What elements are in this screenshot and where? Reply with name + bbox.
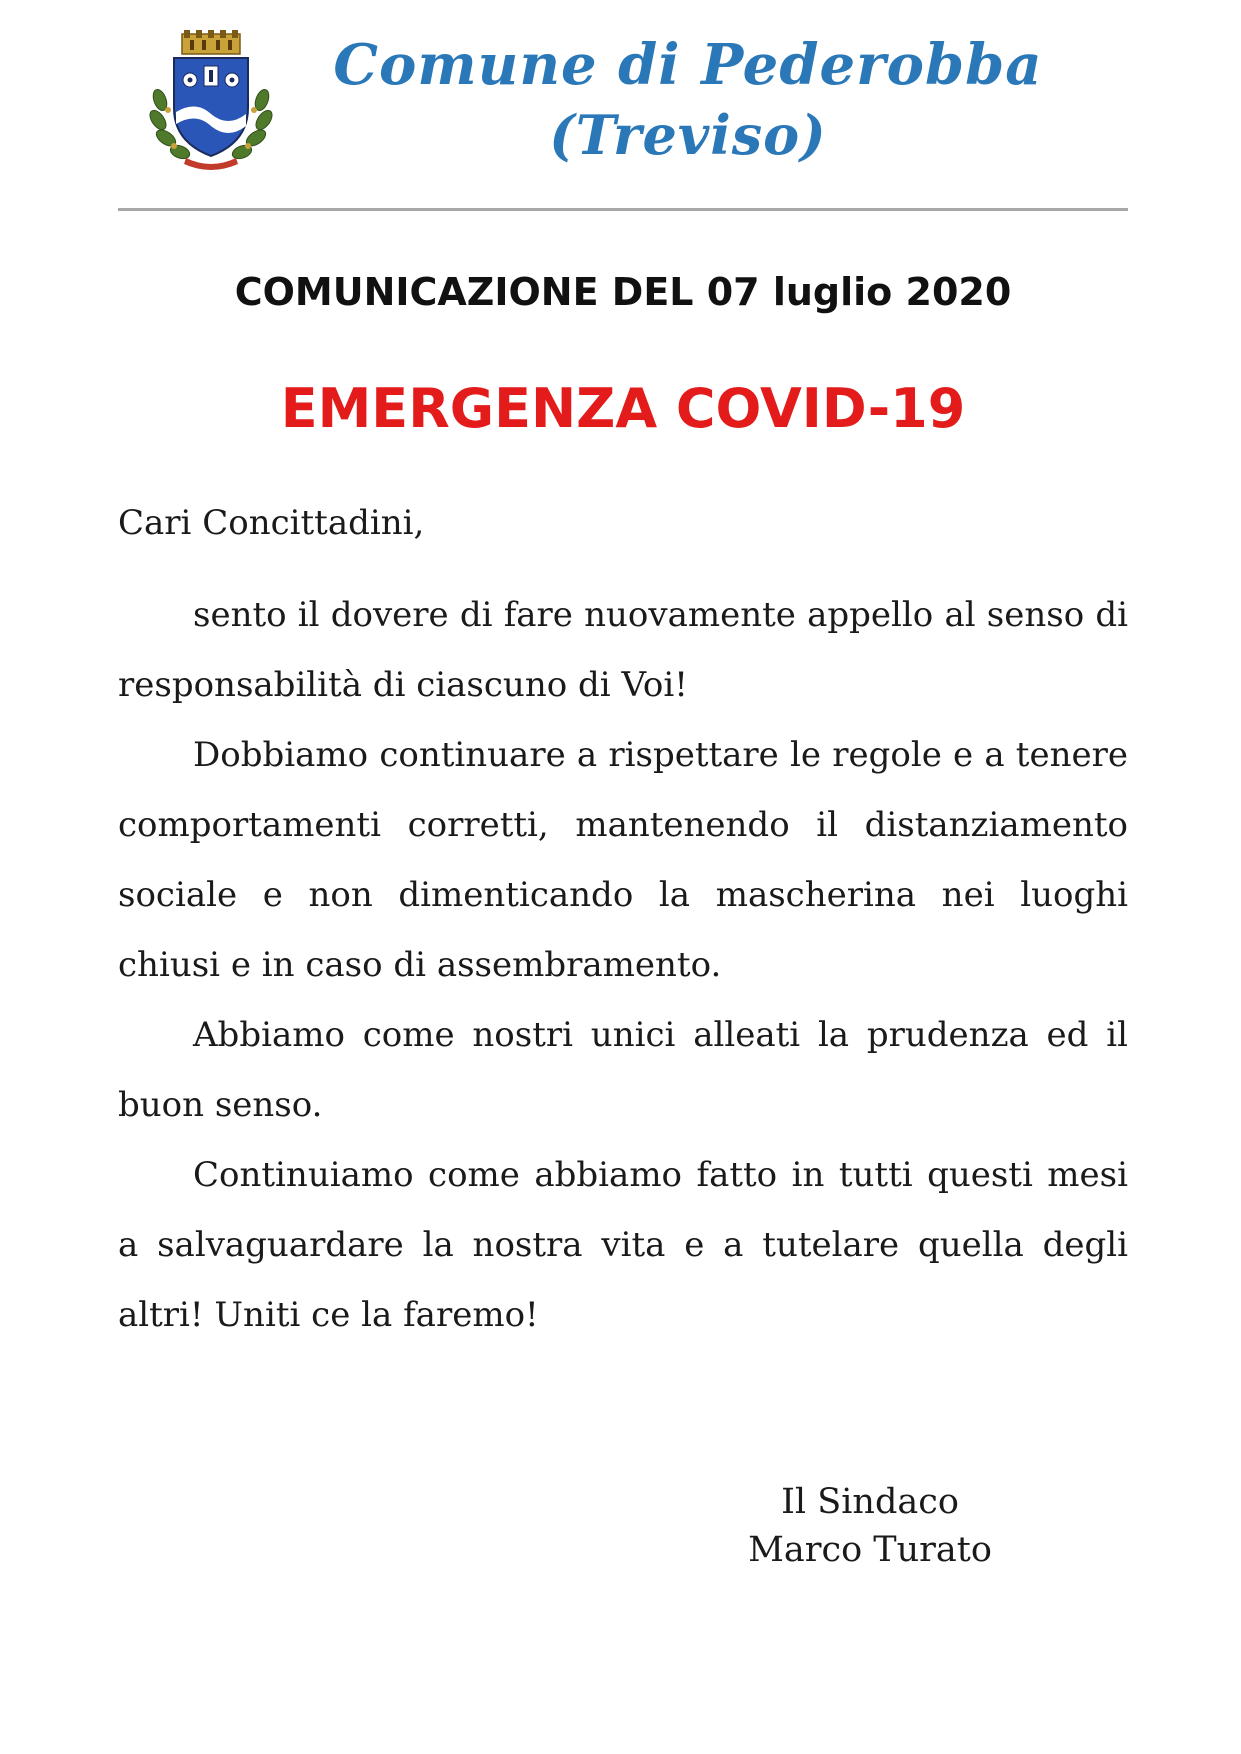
province-name: (Treviso) [549,103,827,167]
letter-paragraph-4: Continuiamo come abbiamo fatto in tutti questi mesi a salvaguardare la nostra vita e a tutelare quella degli altri! Uniti ce la faremo! [118,1155,1128,1335]
letter-paragraph-2: Dobbiamo continuare a rispettare le regole e a tenere comportamenti corretti, mantenendo il distanziamento sociale e non dimenticando la mascherina nei luoghi chiusi e in caso di assembramento. [118,735,1128,985]
letter-salutation: Cari Concittadini, [118,503,425,543]
coat-of-arms-icon [146,30,276,170]
municipality-name: Comune di Pederobba [333,32,1043,98]
letter-body [118,488,1128,1350]
letterhead [118,22,1128,182]
signature-role: Il Sindaco [781,1482,959,1522]
letter-paragraph-3: Abbiamo come nostri unici alleati la prudenza ed il buon senso. [118,1015,1128,1125]
signature-name: Marco Turato [748,1530,992,1570]
signature-block [700,1478,1040,1574]
letter-paragraph-1: sento il dovere di fare nuovamente appello al senso di responsabilità di ciascuno di Voi! [118,595,1128,705]
communication-date-heading: COMUNICAZIONE DEL 07 luglio 2020 [234,270,1012,314]
coat-of-arms-graphic [146,30,276,170]
emergency-title: EMERGENZA COVID-19 [280,377,966,440]
header-divider [118,208,1128,211]
municipality-title [298,30,1078,170]
